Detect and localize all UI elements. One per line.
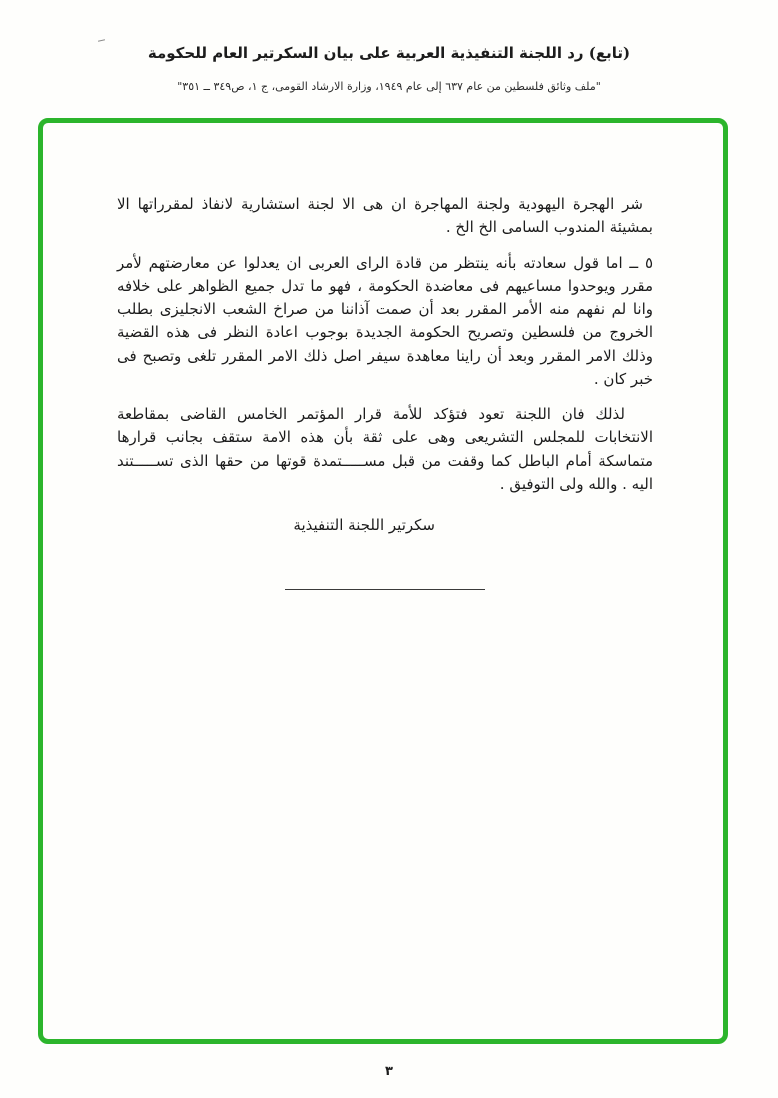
- page-number: ٣: [385, 1064, 393, 1079]
- separator-rule: [285, 589, 485, 590]
- paragraph-item-5: ٥ ــ اما قول سعادته بأنه ينتظر من قادة الراى العربى ان يعدلوا عن معارضتهم لأمر مقرر ويوحدوا مساعيهم فى معاضدة الحكومة ، فهو ما تدل جميع الظواهر على خلافه وانا لم نفهم منه الأمر المقرر بعد أن صمت آذاننا من صراخ الشعب الانجليزى بطلب الخروج من فلسطين وتصريح الحكومة الجديدة بوجوب اعادة النظر فى هذه القضية وذلك الامر المقرر وبعد أن راينا معاهدة سيفر اصل ذلك الامر المقرر تلغى وتصبح فى خبر كان .: [117, 253, 653, 388]
- signature-line-text: سكرتير اللجنة التنفيذية: [293, 516, 435, 534]
- highlight-frame: [38, 118, 728, 1044]
- scan-artifact: [98, 39, 105, 41]
- paragraph-closing: لذلك فان اللجنة تعود فتؤكد للأمة قرار المؤتمر الخامس القاضى بمقاطعة الانتخابات للمجلس التشريعى وهى على ثقة بأن هذه الامة ستقف بجانب قرارها متماسكة أمام الباطل كما وقفت من قبل مســـــتمدة قوتها من حقها الذى تســـــتند اليه . والله ولى التوفيق .: [117, 405, 653, 493]
- document-title: (تابع) رد اللجنة التنفيذية العربية على بيان السكرتير العام للحكومة: [147, 44, 631, 62]
- paragraph-continuation: شر الهجرة اليهودية ولجنة المهاجرة ان هى الا لجنة استشارية لانفاذ لمقرراتها الا بمشيئة المندوب السامى الخ الخ .: [117, 195, 653, 237]
- document-body: [117, 193, 653, 590]
- source-citation: "ملف وثائق فلسطين من عام ٦٣٧ إلى عام ١٩٤٩، وزارة الارشاد القومى، ج ١، ص٣٤٩ ــ ٣٥١": [177, 80, 601, 93]
